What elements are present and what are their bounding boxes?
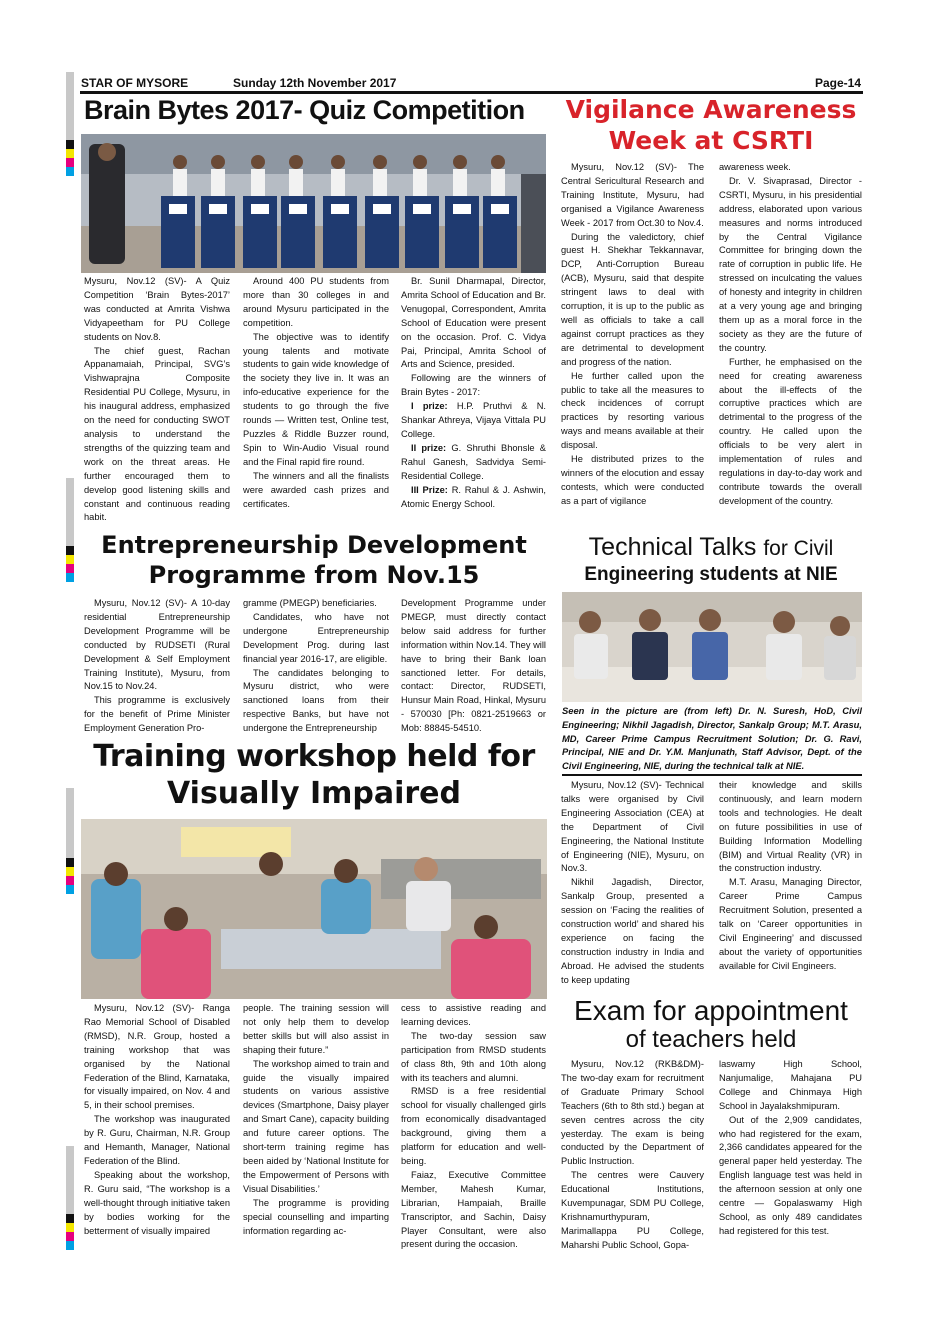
prize-3 <box>401 484 546 512</box>
tech-column-1 <box>561 779 704 993</box>
prize-1 <box>401 400 546 442</box>
training-workshop-photo <box>81 819 547 999</box>
prize-3-text: R. Rahul & J. Ashwin, Atomic Energy School. <box>401 484 546 509</box>
vig-p2: During the valedictory, chief guest H. Shekhar Tekkannavar, DCP, Anti-Corruption Bureau (ACB), Mysuru, said that despite stringent laws to deal with corruption, it is up to the public as well as officials to take a call against corrupt practices as they are detrimental to development and progress of the nation. <box>561 231 704 367</box>
brain-p7: Following are the winners of Brain Bytes - 2017: <box>401 373 546 398</box>
caption-rule <box>562 774 862 776</box>
edp-p5: The candidates belonging to Mysuru district, who were sanctioned loans from their respective Banks, but have not undergone the Entrepreneurship <box>243 667 389 734</box>
vigilance-column-2 <box>719 161 862 525</box>
exam-headline-2: of teachers held <box>625 1026 797 1053</box>
brain-p2: The chief guest, Rachan Appanamaiah, Principal, SVG’s Vishwaprajna Composite Residential PU College, Mysuru, in his inaugural address, emphasized on the need for conducting SWOT analysis to understand the strengths of the quizzing team and work on the threat areas. He further encouraged them to develop good listening skills and constant and continuous reading habit. <box>84 345 230 523</box>
exam-p1: Mysuru, Nov.12 (RKB&DM)- The two-day exam for recruitment of Graduate Primary School Teachers (6th to 8th std.) began at seven centres across the city yesterday. The exam is being conducted by the Department of Public Instruction. <box>561 1059 704 1167</box>
exam-p3: laswamy High School, Nanjumalige, Mahajana PU College and Chinmaya High School in Jayalakshmipuram. <box>719 1059 862 1111</box>
tech-headline-1 <box>560 534 862 560</box>
train-p10: Faiaz, Executive Committee Member, Mahesh Kumar, Librarian, Hampaiah, Braille Transcriptor, and Sachin, Daisy Player Consultant, were also present during the occasion. <box>401 1169 546 1250</box>
training-column-2 <box>243 1002 389 1260</box>
training-headline-1: Training workshop held for <box>93 739 535 774</box>
technical-talk-photo <box>562 592 862 702</box>
brain-p6: Br. Sunil Dharmapal, Director, Amrita School of Education and Br. Venugopal, Correspondent, Amrita School of Education were present on the occasion. Prof. C. Vidya Pai, Principal, Amrita School of Arts and Science, presided. <box>401 276 546 370</box>
train-p4: people. The training session will not only help them to develop better skills but will also assist in shaping their future.” <box>243 1003 389 1055</box>
brain-column-2 <box>243 275 389 525</box>
vig-p1: Mysuru, Nov.12 (SV)- The Central Sericultural Research and Training Institute, Mysuru, had organised a Vigilance Awareness Week - 2017 from Oct.30 to Nov.4. <box>561 162 704 228</box>
prize-2-label: II prize: <box>411 442 447 453</box>
train-p3: Speaking about the workshop, R. Guru said, “The workshop is a well-thought through initiative taken by bodies working for the betterment of visually impaired <box>84 1169 230 1236</box>
tech-headline-1a: Technical Talks <box>588 533 757 561</box>
edp-column-2 <box>243 597 389 737</box>
vigilance-headline-1: Vigilance Awareness <box>565 95 857 124</box>
brain-headline: Brain Bytes 2017- Quiz Competition <box>84 95 525 125</box>
tech-p2: Nikhil Jagadish, Director, Sankalp Group, presented a session on ‘Facing the realities of construction world’ and shared his experience on facing the construction industry in India and Abroad. He advised the students to keep updating <box>561 877 704 985</box>
vig-p4: He distributed prizes to the winners of the elocution and essay contests, which were conducted as a part of vigilance <box>561 454 704 506</box>
brain-column-3 <box>401 275 546 525</box>
tech-photo-caption: Seen in the picture are (from left) Dr. N. Suresh, HoD, Civil Engineering; Nikhil Jagadish, Director, Sankalp Group; M.T. Arasu, MD, Career Prime Campus Recruitment Solution; Dr. G. Ravi, Principal, NIE and Dr. Y.M. Manjunath, Staff Advisor, Dept. of the Civil Engineering, NIE, during the technical talk at NIE. <box>562 705 862 772</box>
registration-bar-top <box>66 72 74 176</box>
brain-p5: The winners and all the finalists were awarded cash prizes and certificates. <box>243 470 389 509</box>
exam-column-2 <box>719 1058 862 1263</box>
training-headline-2: Visually Impaired <box>166 776 462 811</box>
tech-p3: their knowledge and skills continuously, and learn modern tools and technologies. He dealt on future possibilities in use of Building Information Modelling (BIM) and Virtual Reality (VR) in the construction industry. <box>719 780 862 874</box>
edp-column-1 <box>84 597 230 737</box>
prize-1-label: I prize: <box>411 401 448 412</box>
vigilance-column-1 <box>561 161 704 525</box>
issue-date: Sunday 12th November 2017 <box>233 76 397 90</box>
brain-p3: Around 400 PU students from more than 30 colleges in and around Mysuru participated in the competition. <box>243 276 389 328</box>
edp-headline-2: Programme from Nov.15 <box>148 561 480 589</box>
brain-p4: The objective was to identify young talents and motivate students to gain wide knowledge of the society they live in. It was an info-educative experience for the students to go through the five rounds — Written test, Online test, Puzzles & Riddle Buzzer round, Spin to Win-Audio Visual round and the Final rapid fire round. <box>243 331 389 467</box>
vig-p5: awareness week. <box>719 162 791 172</box>
vigilance-headline-2: Week at CSRTI <box>608 126 814 155</box>
train-p5: The workshop aimed to train and guide the visually impaired students on various assistive devices (Smartphone, Daisy player and Smart Cane), capacity building and future career options. The short-term training regime has been aided by ‘National Institute for the Empowerment of Persons with Visual Disabilities.’ <box>243 1058 389 1194</box>
header-rule <box>80 91 863 94</box>
prize-3-label: III Prize: <box>411 484 448 495</box>
exam-p4: Out of the 2,909 candidates, who had registered for the exam, 2,366 candidates appeared for the general paper held yesterday. The English language test was held in the afternoon session at only one centre — Gopalaswamy High School, as only 489 candidates had registered for this test. <box>719 1114 862 1236</box>
edp-p4: Candidates, who have not undergone Entrepreneurship Development Prog. during last financial year 2016-17, are eligible. <box>243 611 389 664</box>
prize-2-text: G. Shruthi Bhonsle & Rahul Ganesh, Sadvidya Semi-Residential College. <box>401 442 546 481</box>
train-p6: The programme is providing special counselling and imparting information regarding ac- <box>243 1197 389 1236</box>
prize-1-text: H.P. Pruthvi & N. Shankar Athreya, Vijaya Vittala PU College. <box>401 401 546 439</box>
training-photo-svg <box>81 819 547 999</box>
exam-p2: The centres were Cauvery Educational Institutions, Kuvempunagar, SDM PU College, Krishnamurthypuram, Marimallappa PU College, Maharshi Public School, Gopa- <box>561 1170 704 1250</box>
quiz-competition-photo <box>81 134 546 273</box>
tech-headline-1b: for Civil <box>763 537 834 560</box>
train-p2: The workshop was inaugurated by R. Guru, Chairman, N.R. Group and Hemanth, Manager, National Federation of the Blind. <box>84 1114 230 1166</box>
tech-photo-svg <box>562 592 862 702</box>
registration-bar-mid <box>66 478 74 582</box>
quiz-photo-svg <box>81 134 546 273</box>
train-p7: cess to assistive reading and learning devices. <box>401 1003 546 1027</box>
train-p9: RMSD is a free residential school for visually challenged girls from economically disadvantaged background, giving them a platform for education and well-being. <box>401 1086 546 1166</box>
exam-column-1 <box>561 1058 704 1263</box>
edp-p1: Mysuru, Nov.12 (SV)- A 10-day residential Entrepreneurship Development Programme will be conducted by RUDSETI (Rural Development & Self Employment Training Institute), Mysuru, from Nov.15 to Nov.24. <box>84 598 230 692</box>
page-number: Page-14 <box>815 76 862 90</box>
tech-column-2 <box>719 779 862 993</box>
training-column-1 <box>84 1002 230 1260</box>
registration-bar-bottom <box>66 1146 74 1250</box>
edp-p3: gramme (PMEGP) beneficiaries. <box>243 598 377 608</box>
prize-2 <box>401 442 546 484</box>
vig-p6: Dr. V. Sivaprasad, Director - CSRTI, Mysuru, in his presidential address, elaborated upon various measures and norms introduced by the Central Vigilance Committee for bringing down the rate of corruption in public life. He stressed on inculcating the values of honesty and integrity in children at a very young age and bringing them up as a moral force in the society as they are the future of the country. <box>719 175 862 353</box>
registration-bar-low <box>66 788 74 894</box>
train-p8: The two-day session saw participation from RMSD students of class 8th, 9th and 10th along with its teachers and alumni. <box>401 1030 546 1083</box>
exam-headline-1: Exam for appointment <box>574 995 848 1026</box>
tech-p4: M.T. Arasu, Managing Director, Career Prime Campus Recruitment Solution, presented a talk on ‘Career opportunities in Civil Engineering’ and discussed about the variety of opportunities available for Civil Engineers. <box>719 877 862 971</box>
brain-column-1 <box>84 275 230 525</box>
paper-name: STAR OF MYSORE <box>81 76 189 90</box>
vig-p3: He further called upon the public to take all the measures to check incidences of corrupt practices by resorting various ways and means available at their disposal. <box>561 370 704 451</box>
tech-p1: Mysuru, Nov.12 (SV)- Technical talks were organised by Civil Engineering Association (CEA) at the Department of Civil Engineering, the National Institute of Engineering (NIE), Mysuru, on Nov.3. <box>561 780 704 874</box>
train-p1: Mysuru, Nov.12 (SV)- Ranga Rao Memorial School of Disabled (RMSD), N.R. Group, hosted a training workshop that was organised by the National Federation of the Blind, Karnataka, for visually impaired, on Nov. 4 and 5, in their school premises. <box>84 1003 230 1111</box>
vig-p7: Further, he emphasised on the need for creating awareness about the ill-effects of the corruptive practices which are detrimental to the progress of the country. He called upon the officials to be very alert in implementation of rules and regulations in day-to-day work and contribute towards the overall development of the country. <box>719 356 862 506</box>
edp-p2: This programme is exclusively for the benefit of Prime Minister Employment Generation Pro- <box>84 695 230 734</box>
training-column-3 <box>401 1002 546 1260</box>
edp-p6: Development Programme under PMEGP, must directly contact below said address for further information within Nov.14. They will have to bring their Bank loan sanctioned letter. For details, contact: Director, RUDSETI, Hunsur Main Road, Hinkal, Mysuru - 570030 [Ph: 0821-2519663 or Mob: 88845-54510. <box>401 598 546 734</box>
tech-headline-2: Engineering students at NIE <box>584 564 838 585</box>
edp-headline-1: Entrepreneurship Development <box>101 531 527 559</box>
edp-column-3 <box>401 597 546 737</box>
brain-p1: Mysuru, Nov.12 (SV)- A Quiz Competition ‘Brain Bytes-2017’ was conducted at Amrita Vishwa Vidyapeetham for PU College students on Nov.8. <box>84 276 230 342</box>
